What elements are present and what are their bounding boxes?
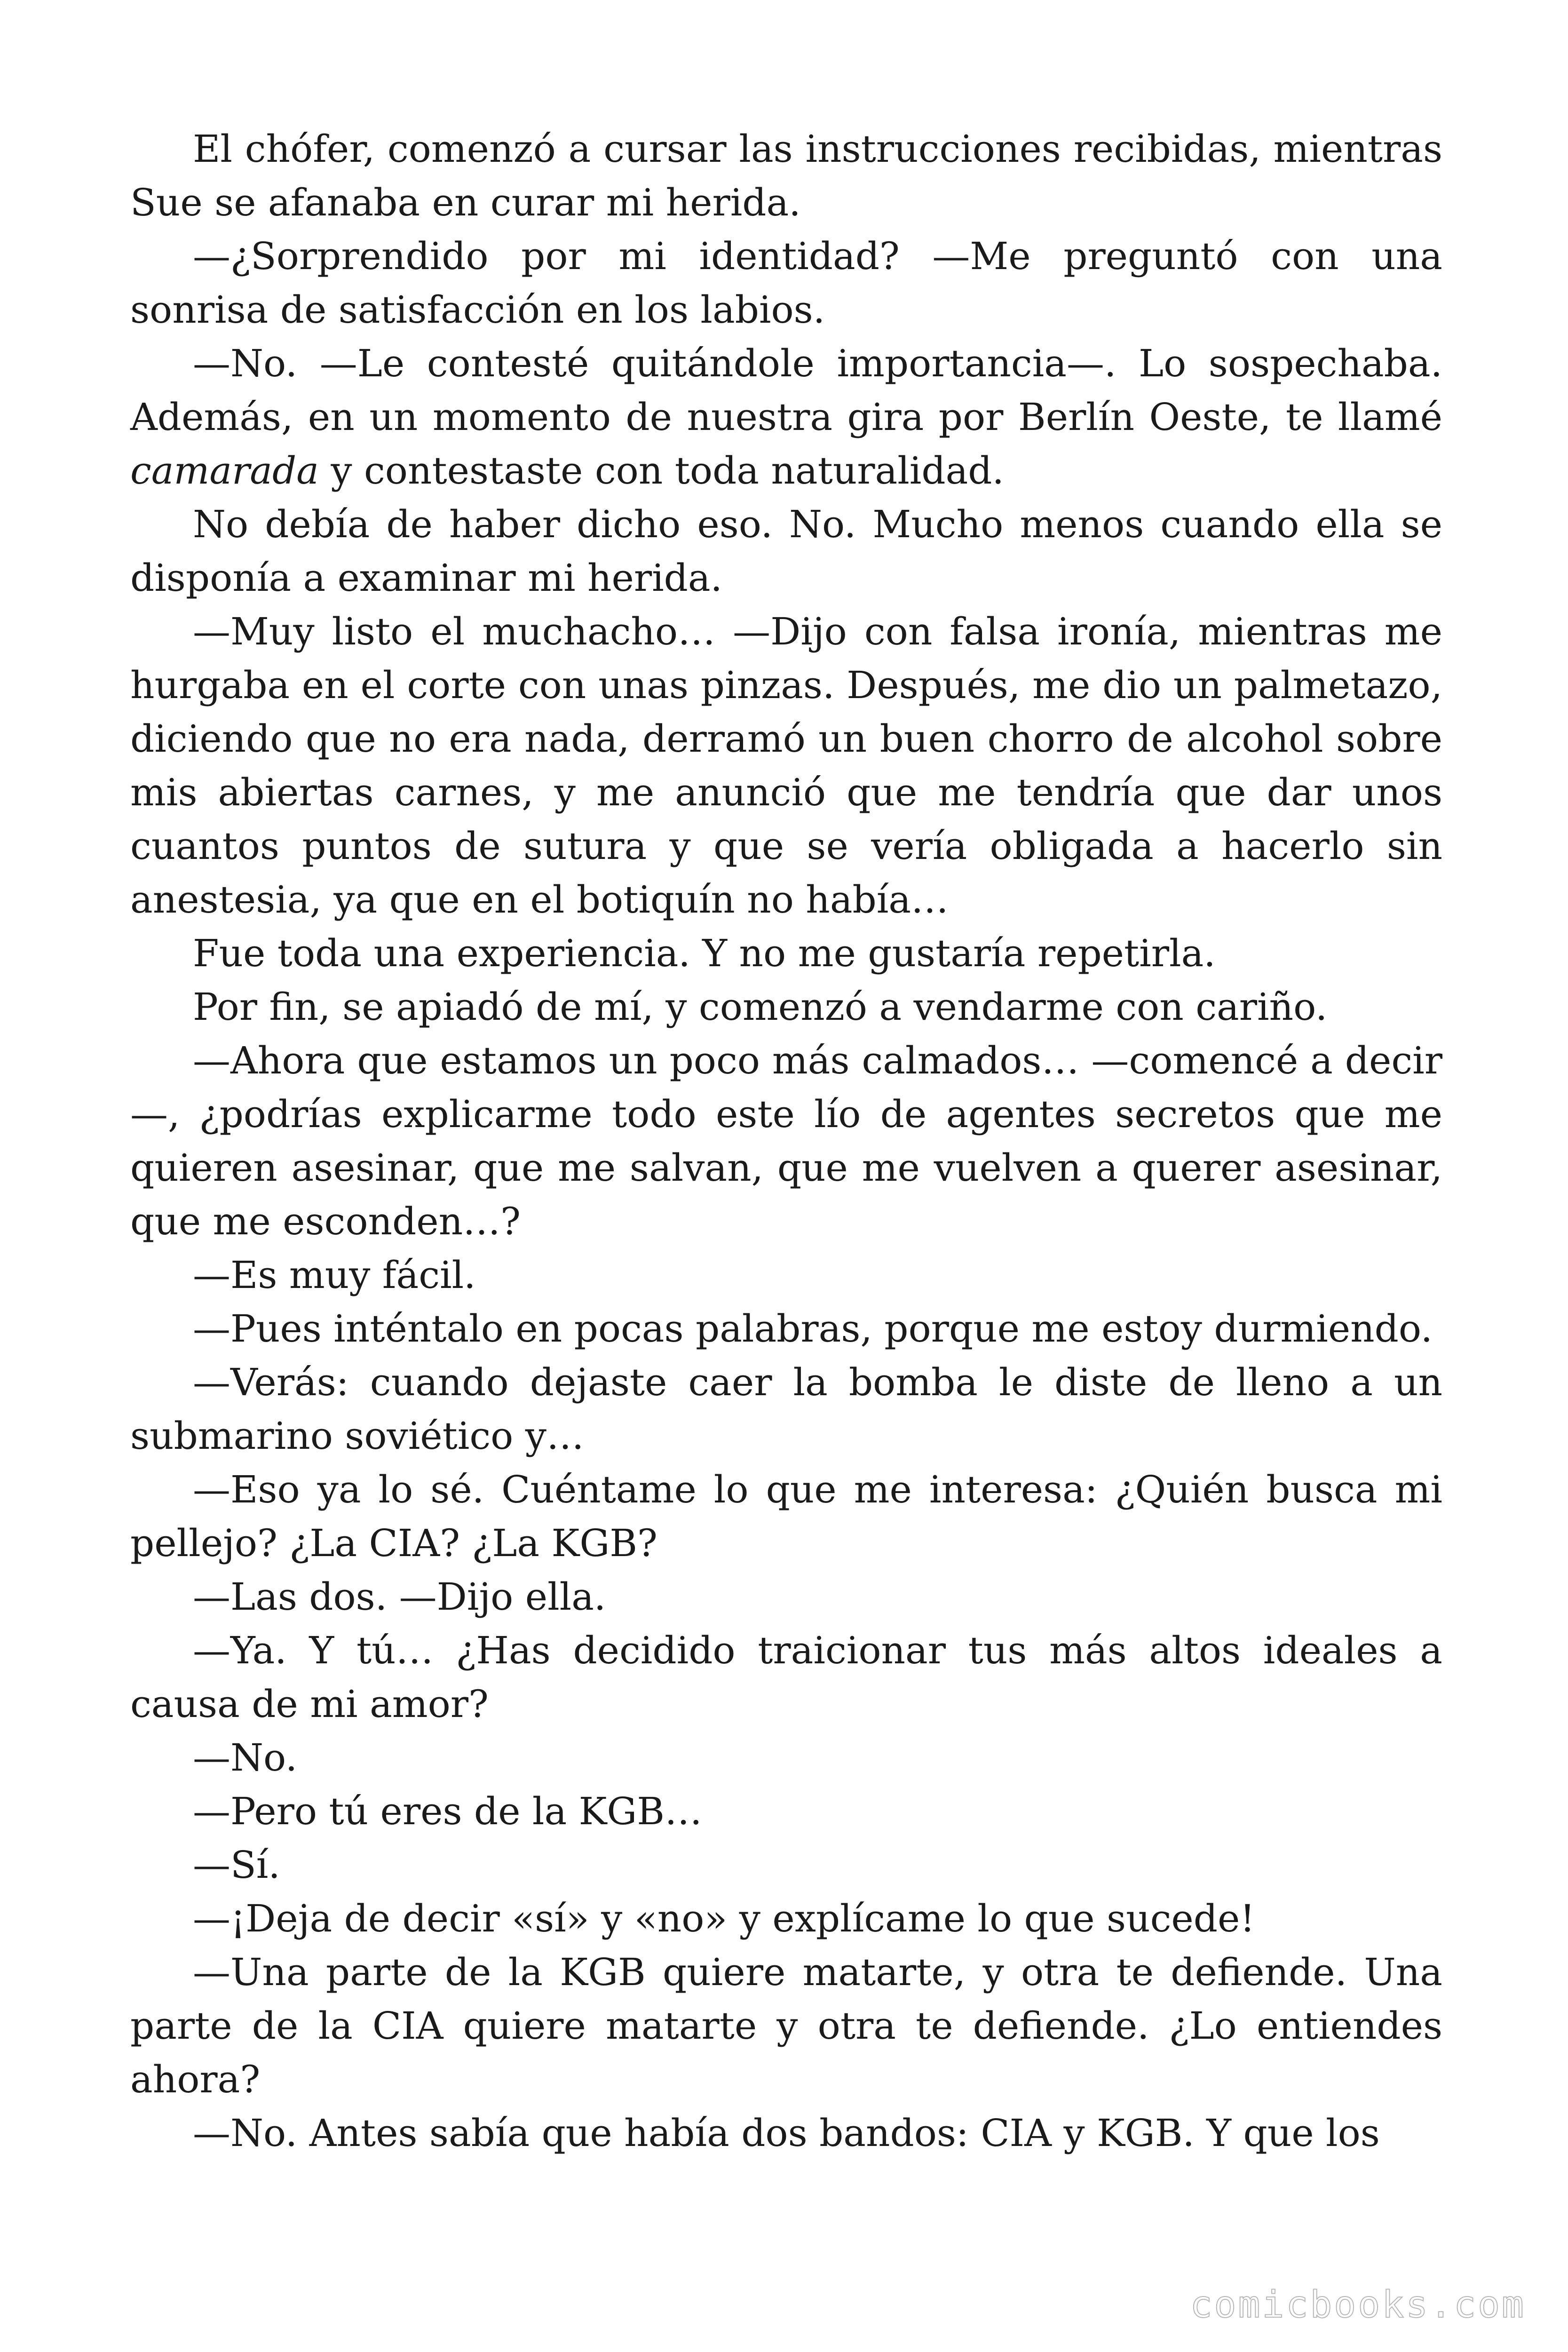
paragraph: —No. — [193, 1736, 298, 1780]
paragraph: —Las dos. —Dijo ella. — [193, 1575, 606, 1619]
paragraph: —¿Sorprendido por mi identidad? —Me preguntó con una sonrisa de satisfacción en los labios. — [130, 234, 1442, 332]
paragraph: El chófer, comenzó a cursar las instrucciones recibidas, mientras Sue se afanaba en curar mi herida. — [130, 127, 1442, 224]
watermark: comicbooks.com — [1190, 2284, 1526, 2326]
paragraph: Por fin, se apiadó de mí, y comenzó a vendarme con cariño. — [193, 985, 1328, 1029]
paragraph: —Es muy fácil. — [193, 1253, 476, 1297]
paragraph: —Sí. — [193, 1843, 280, 1887]
paragraph: —No. —Le contesté quitándole importancia—. Lo sospechaba. Además, en un momento de nuestra gira por Berlín Oeste, te llamé camarada y contestaste con toda naturalidad. — [130, 342, 1442, 493]
paragraph: —¡Deja de decir «sí» y «no» y explícame lo que sucede! — [193, 1897, 1255, 1940]
paragraph: —Eso ya lo sé. Cuéntame lo que me interesa: ¿Quién busca mi pellejo? ¿La CIA? ¿La KGB? — [130, 1468, 1442, 1565]
paragraph: —Pero tú eres de la KGB… — [193, 1789, 703, 1833]
paragraph: —Una parte de la KGB quiere matarte, y otra te defiende. Una parte de la CIA quiere matarte y otra te defiende. ¿Lo entiendes ahora? — [130, 1950, 1442, 2101]
paragraph: —Ya. Y tú… ¿Has decidido traicionar tus más altos ideales a causa de mi amor? — [130, 1629, 1442, 1726]
paragraph: —Verás: cuando dejaste caer la bomba le diste de lleno a un submarino soviético y… — [130, 1360, 1442, 1458]
paragraph: Fue toda una experiencia. Y no me gustaría repetirla. — [193, 931, 1216, 975]
paragraph: —Pues inténtalo en pocas palabras, porque me estoy durmiendo. — [193, 1307, 1433, 1351]
paragraph: —Muy listo el muchacho… —Dijo con falsa ironía, mientras me hurgaba en el corte con unas pinzas. Después, me dio un palmetazo, diciendo que no era nada, derramó un buen chorro de alcohol sobre mis abiertas carnes, y me anunció que me tendría que dar unos cuantos puntos de sutura y que se vería obligada a hacerlo sin anestesia, ya que en el botiquín no había… — [130, 610, 1442, 922]
body-text — [130, 122, 1442, 2160]
paragraph: —Ahora que estamos un poco más calmados… —comencé a decir—, ¿podrías explicarme todo este lío de agentes secretos que me quieren asesinar, que me salvan, que me vuelven a querer asesinar, que me esconden…? — [130, 1039, 1442, 1243]
paragraph: No debía de haber dicho eso. No. Mucho menos cuando ella se disponía a examinar mi herida. — [130, 502, 1442, 600]
paragraph: —No. Antes sabía que había dos bandos: CIA y KGB. Y que los — [193, 2111, 1380, 2155]
italic-word: camarada — [130, 449, 319, 493]
